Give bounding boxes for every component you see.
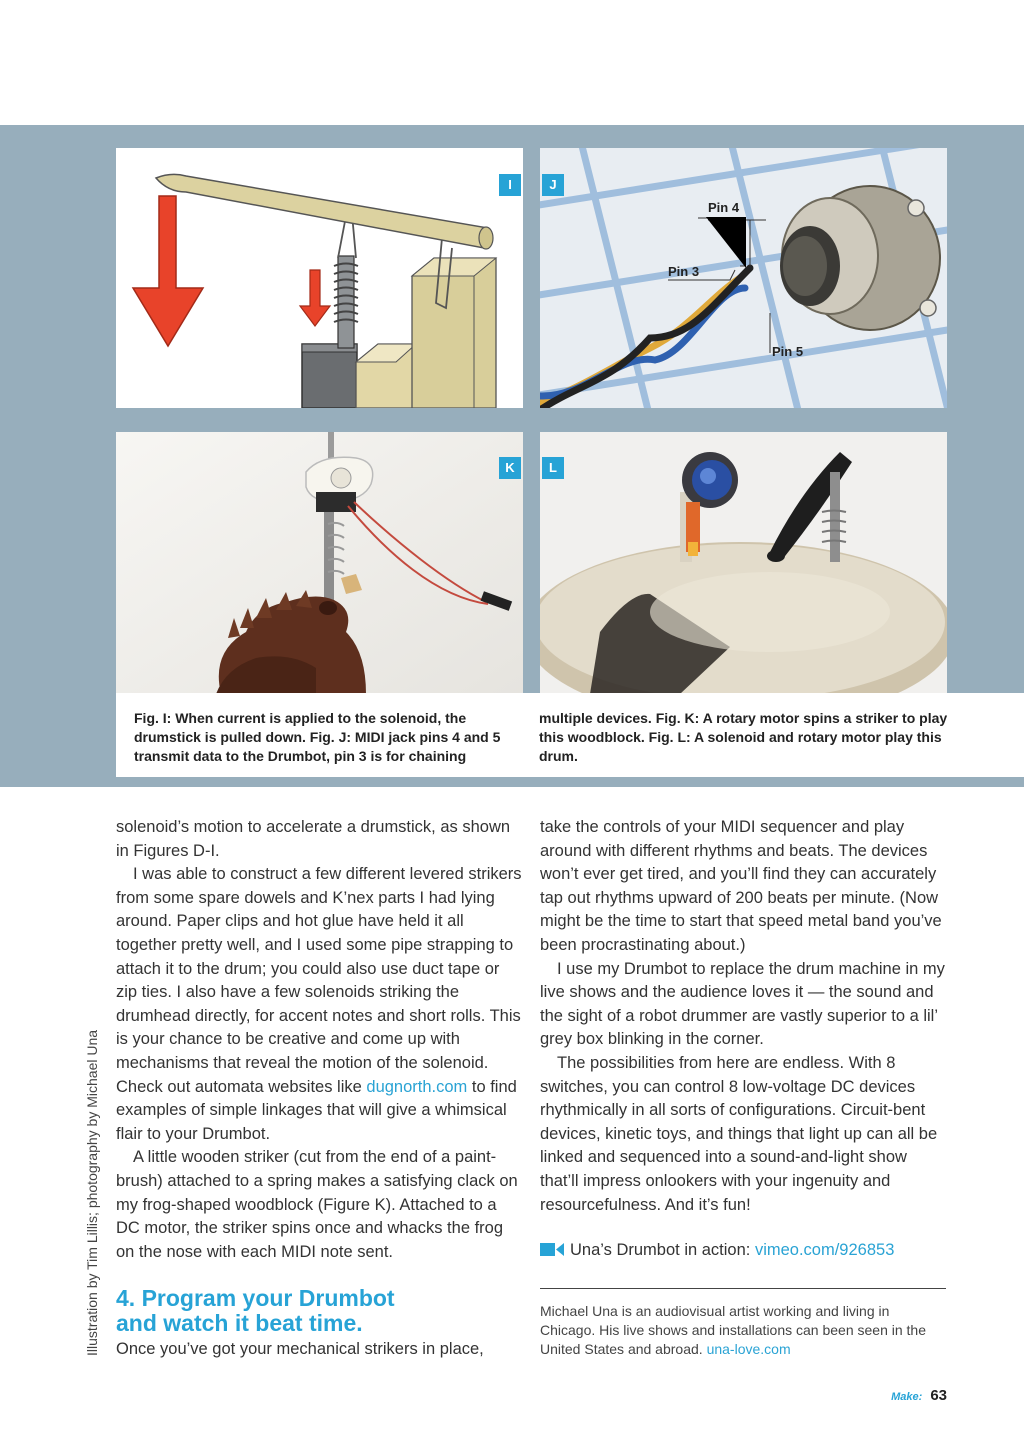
figure-j-photo <box>540 148 947 408</box>
solenoid-body <box>302 344 357 408</box>
figure-l-tag: L <box>542 457 564 479</box>
figure-i-illustration <box>116 148 523 408</box>
right-paragraph-1: take the controls of your MIDI sequencer and play around with different rhythms and beats. The devices won’t ever get tired, and you’ll find they can accurately tap out rhythms upward of 200 beats per minute. (Now might be the time to start that speed metal band you’ve been procrastinating about.) <box>540 818 942 954</box>
figure-l-photo <box>540 432 947 694</box>
pin-3-label: Pin 3 <box>668 264 700 279</box>
right-paragraph-3: The possibilities from here are endless. With 8 switches, you can control 8 low-voltage DC devices rhythmically in all sorts of configurations. Circuit-bent devices, kinetic toys, and things that light up can all be linked and sequenced into a sound-and-light show that’ll impress onlookers with your ingenuity and resourcefulness. And it’s fun! <box>540 1053 938 1214</box>
figure-j-tag: J <box>542 174 564 196</box>
midi-jack-photo <box>540 148 947 408</box>
figure-i-tag: I <box>499 174 521 196</box>
video-camera-icon <box>540 1241 564 1265</box>
frog-woodblock-photo <box>116 432 523 694</box>
caption-left-text: Fig. I: When current is applied to the solenoid, the drumstick is pulled down. Fig. J: MIDI jack pins 4 and 5 transmit data to the Drumbot, pin 3 is for chaining <box>134 710 501 764</box>
down-arrow-small <box>300 270 330 326</box>
figure-k-photo <box>116 432 523 694</box>
page-footer <box>891 1387 947 1404</box>
make-brand: Make: <box>891 1391 923 1403</box>
bio-divider <box>540 1288 946 1289</box>
right-paragraph-2: I use my Drumbot to replace the drum machine in my live shows and the audience loves it — the sound and the sight of a robot drummer are vastly superior to a lil’ grey box blinking in the corner. <box>540 959 945 1049</box>
photo-credit: Illustration by Tim Lillis; photography by Michael Una <box>84 1029 100 1356</box>
solenoid-l <box>830 472 840 562</box>
section-heading-line-2: and watch it beat time. <box>116 1310 363 1337</box>
drumstick <box>156 174 491 248</box>
left-paragraph-2-text-end: to find examples of simple linkages that will give a whimsical flair to your Drumbot. <box>116 1077 517 1143</box>
bio-text: Michael Una is an audiovisual artist working and living in Chicago. His live shows and installations can been seen in the United States and abroad. <box>540 1303 927 1357</box>
caption-left <box>134 709 522 766</box>
left-paragraph-2 <box>116 863 522 1146</box>
section-heading-line-1: 4. Program your Drumbot <box>116 1285 395 1312</box>
vimeo-link[interactable]: vimeo.com/926853 <box>754 1241 895 1260</box>
dugnorth-link[interactable]: dugnorth.com <box>366 1077 468 1096</box>
drum-photo <box>540 432 947 694</box>
video-label: Una’s Drumbot in action: <box>570 1241 755 1260</box>
solenoid-plunger <box>338 256 354 348</box>
left-column <box>116 816 522 1362</box>
caption-right <box>539 709 949 766</box>
right-column <box>540 816 946 1265</box>
left-paragraph-1: solenoid’s motion to accelerate a drumstick, as shown in Figures D-I. <box>116 818 511 860</box>
figure-k-tag: K <box>499 457 521 479</box>
caption-right-text: multiple devices. Fig. K: A rotary motor spins a striker to play this woodblock. Fig. L: A solenoid and rotary motor play this drum. <box>539 710 948 764</box>
video-line <box>540 1239 946 1265</box>
left-paragraph-2-text: I was able to construct a few different levered strikers from some spare dowels and K’nex parts I had lying around. Paper clips and hot glue have held it all together pretty well, and I used some pipe strapping to attach it to the drum; you could also use duct tape or zip ties. I also have a few solenoids striking the drumhead directly, for accent notes and short rolls. This is your chance to be creative and come up with mechanisms that reveal the motion of the solenoid. Check out automata websites like <box>116 865 522 1096</box>
section-heading <box>116 1286 522 1336</box>
left-paragraph-4: Once you’ve got your mechanical strikers in place, <box>116 1340 484 1359</box>
pin-4-label: Pin 4 <box>708 200 740 215</box>
author-bio <box>540 1302 946 1359</box>
left-paragraph-3: A little wooden striker (cut from the end of a paint-brush) attached to a spring makes a satisfying clack on my frog-shaped woodblock (Figure K). Attached to a DC motor, the striker spins once and whacks the frog on the nose with each MIDI note sent. <box>116 1148 518 1261</box>
una-love-link[interactable]: una-love.com <box>706 1341 791 1357</box>
drumstick-lever-diagram <box>116 148 523 408</box>
figure-caption <box>116 693 1024 777</box>
pin-5-label: Pin 5 <box>772 344 804 359</box>
wood-block-tall <box>412 258 496 408</box>
down-arrow-large <box>133 196 203 346</box>
page-number: 63 <box>930 1387 947 1404</box>
